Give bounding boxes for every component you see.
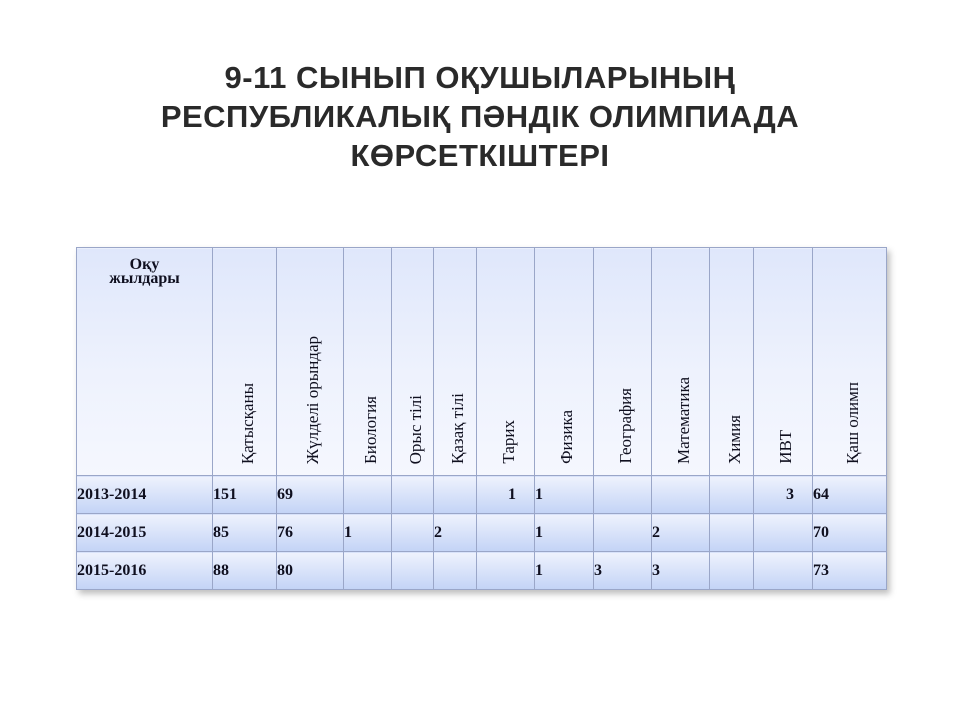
table-cell (710, 552, 754, 590)
table-cell: 3 (754, 476, 813, 514)
table-cell: 2 (652, 514, 710, 552)
header-history: Тарих (477, 248, 535, 476)
year-header-line-2: жылдары (109, 270, 180, 287)
year-cell: 2015-2016 (77, 552, 213, 590)
table-cell (594, 514, 652, 552)
table-cell (594, 476, 652, 514)
title-line-2: РЕСПУБЛИКАЛЫҚ ПӘНДІК ОЛИМПИАДА (160, 99, 800, 134)
year-header-line-1: Оқу (129, 256, 160, 273)
header-row (77, 248, 887, 476)
header-chemistry: Химия (710, 248, 754, 476)
table-cell (754, 514, 813, 552)
header-geography: География (594, 248, 652, 476)
table-cell: 88 (213, 552, 277, 590)
table-cell: 1 (477, 476, 535, 514)
table-cell (710, 476, 754, 514)
header-biology: Биология (344, 248, 392, 476)
table-cell: 3 (652, 552, 710, 590)
table-cell (652, 476, 710, 514)
slide-title (80, 58, 880, 175)
table-cell: 80 (277, 552, 344, 590)
header-academic-years (77, 248, 213, 476)
table-cell (344, 552, 392, 590)
table-cell: 1 (535, 476, 594, 514)
title-line-1: 9-11 СЫНЫП ОҚУШЫЛАРЫНЫҢ (224, 60, 736, 95)
header-prize-places: Жүлделі орындар (277, 248, 344, 476)
table-cell: 70 (813, 514, 887, 552)
table-cell (392, 476, 434, 514)
header-mathematics: Математика (652, 248, 710, 476)
table-cell: 73 (813, 552, 887, 590)
olympiad-results-table (76, 247, 887, 590)
table-cell: 1 (344, 514, 392, 552)
header-russian: Орыс тілі (392, 248, 434, 476)
header-kazakh: Қазақ тілі (434, 248, 477, 476)
table-row (77, 514, 887, 552)
header-olympiad: Қаш олимп (813, 248, 887, 476)
table-cell: 85 (213, 514, 277, 552)
year-cell: 2014-2015 (77, 514, 213, 552)
table-cell: 64 (813, 476, 887, 514)
table-cell (477, 552, 535, 590)
table-cell (477, 514, 535, 552)
table-cell (392, 552, 434, 590)
table-cell (434, 476, 477, 514)
table-cell (344, 476, 392, 514)
table-cell: 1 (535, 552, 594, 590)
table-cell (710, 514, 754, 552)
table-cell: 3 (594, 552, 652, 590)
table-row (77, 552, 887, 590)
table-cell (754, 552, 813, 590)
table-cell: 69 (277, 476, 344, 514)
year-cell: 2013-2014 (77, 476, 213, 514)
header-ivt: ИВТ (754, 248, 813, 476)
header-physics: Физика (535, 248, 594, 476)
table-cell: 1 (535, 514, 594, 552)
table-cell: 76 (277, 514, 344, 552)
table-cell (392, 514, 434, 552)
header-participants: Қатысқаны (213, 248, 277, 476)
table-cell: 151 (213, 476, 277, 514)
table-cell (434, 552, 477, 590)
title-line-3: КӨРСЕТКІШТЕРІ (350, 138, 610, 173)
table-cell: 2 (434, 514, 477, 552)
table-row (77, 476, 887, 514)
